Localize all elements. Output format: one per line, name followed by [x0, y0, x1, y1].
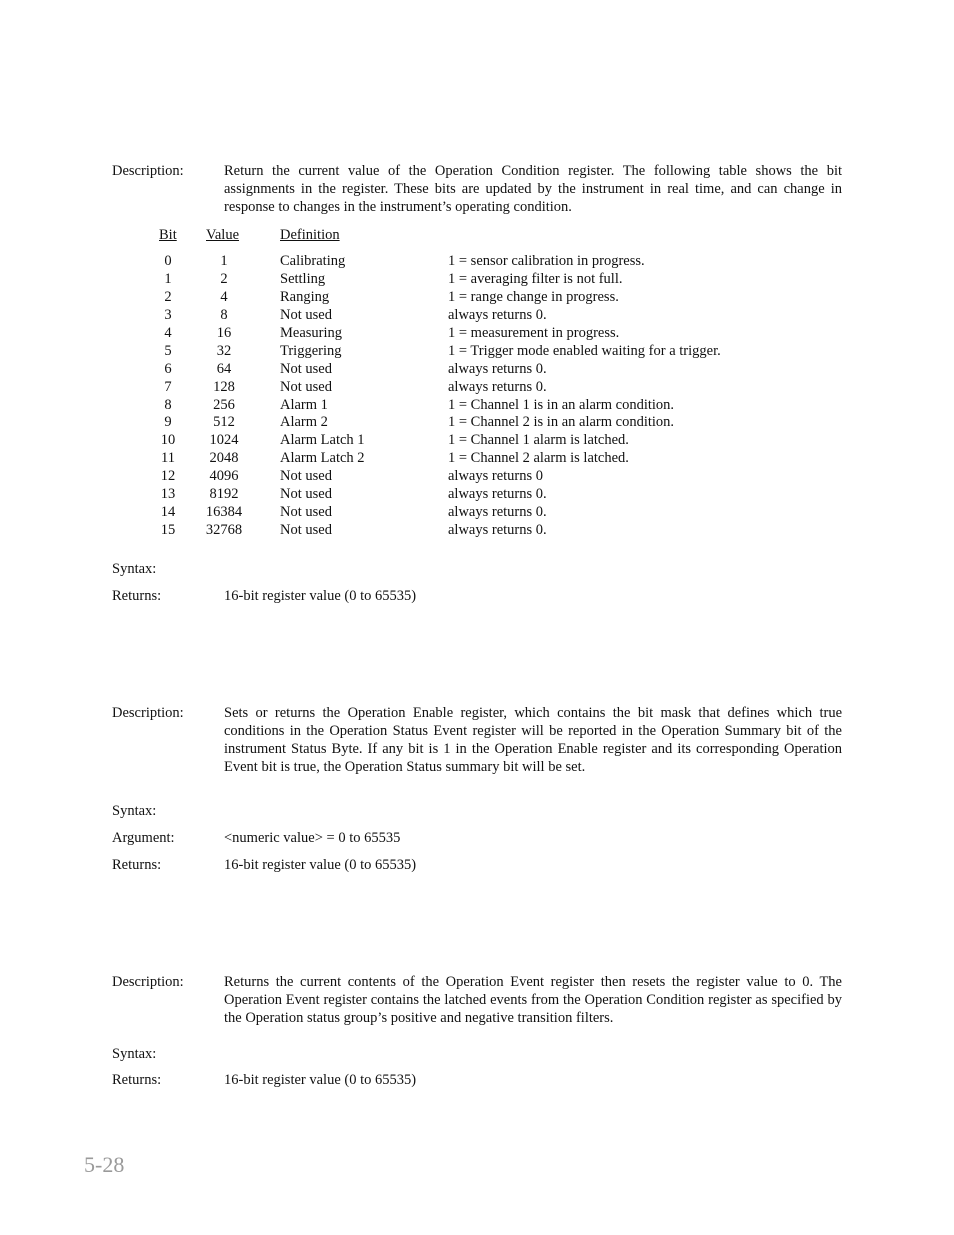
description-label: Description: [112, 163, 184, 179]
argument-text: <numeric value> = 0 to 65535 [224, 830, 401, 846]
table-row [145, 271, 765, 289]
table-row [145, 253, 765, 271]
definition-cell: Alarm 2 [280, 414, 328, 431]
definition-cell: Not used [280, 504, 332, 521]
bit-cell: 14 [160, 504, 176, 521]
header-value: Value [206, 227, 240, 243]
table-header [145, 226, 765, 244]
definition-cell: Alarm 1 [280, 396, 328, 413]
description-text: Return the current value of the Operation Condition register. The following table shows the bit assignments in the register. These bits are updated by the instrument in real time, and can change in response to changes in the instrument’s operating condition. [224, 163, 842, 215]
value-cell: 32 [216, 342, 232, 359]
bit-cell: 5 [164, 342, 172, 359]
table-row [145, 450, 765, 468]
bit-cell: 6 [164, 360, 172, 377]
description-cell: always returns 0 [448, 468, 544, 485]
description-cell: 1 = averaging filter is not full. [448, 270, 623, 287]
value-cell: 16 [216, 324, 232, 341]
syntax-label: Syntax: [112, 561, 157, 577]
bit-cell: 13 [160, 486, 176, 503]
definition-cell: Alarm Latch 1 [280, 432, 365, 449]
table-row [145, 432, 765, 450]
definition-cell: Not used [280, 468, 332, 485]
description-cell: always returns 0. [448, 306, 547, 323]
value-cell: 1 [220, 253, 228, 269]
returns-text: 16-bit register value (0 to 65535) [224, 588, 417, 604]
table-row [145, 468, 765, 486]
definition-cell: Measuring [280, 324, 343, 341]
bit-cell: 9 [164, 414, 172, 431]
bit-cell: 11 [161, 450, 175, 467]
description-cell: 1 = sensor calibration in progress. [448, 253, 645, 269]
table-row [145, 325, 765, 343]
returns-label: Returns: [112, 1072, 162, 1088]
bit-cell: 10 [160, 432, 176, 449]
definition-cell: Triggering [280, 342, 342, 359]
description-cell: always returns 0. [448, 360, 547, 377]
description-cell: 1 = Trigger mode enabled waiting for a trigger. [448, 342, 721, 359]
header-bit: Bit [159, 227, 177, 243]
page-number: 5-28 [84, 1152, 125, 1177]
definition-cell: Ranging [280, 288, 330, 305]
value-cell: 16384 [205, 504, 243, 521]
value-cell: 512 [213, 414, 235, 431]
definition-cell: Calibrating [280, 253, 346, 269]
value-cell: 1024 [209, 432, 239, 449]
returns-text: 16-bit register value (0 to 65535) [224, 857, 417, 873]
bit-cell: 12 [160, 468, 176, 485]
definition-cell: Not used [280, 378, 332, 395]
bit-cell: 15 [160, 522, 176, 539]
value-cell: 2 [220, 270, 228, 287]
table-row [145, 289, 765, 307]
description-cell: 1 = Channel 1 alarm is latched. [448, 432, 629, 449]
returns-text: 16-bit register value (0 to 65535) [224, 1072, 417, 1088]
definition-cell: Alarm Latch 2 [280, 450, 365, 467]
definition-cell: Not used [280, 306, 332, 323]
description-text: Returns the current contents of the Operation Event register then resets the register value to 0. The Operation Event register contains the latched events from the Operation Condition register as specified by the Operation status group’s positive and negative transition filters. [224, 974, 842, 1026]
table-row [145, 379, 765, 397]
value-cell: 8 [220, 306, 228, 323]
value-cell: 4096 [209, 468, 239, 485]
bit-cell: 7 [164, 378, 172, 395]
table-body [145, 253, 765, 540]
definition-cell: Not used [280, 486, 332, 503]
value-cell: 8192 [209, 486, 239, 503]
description-label: Description: [112, 705, 184, 721]
description-cell: always returns 0. [448, 486, 547, 503]
description-cell: 1 = measurement in progress. [448, 324, 620, 341]
table-row [145, 307, 765, 325]
description-text: Sets or returns the Operation Enable register, which contains the bit mask that defines which true conditions in the Operation Status Event register will be reported in the Operation Summary bit of the instrument Status Byte. If any bit is 1 in the Operation Enable register and its corresponding Operation Event bit is true, the Operation Status summary bit will be set. [224, 705, 842, 775]
value-cell: 256 [213, 396, 235, 413]
table-row [145, 486, 765, 504]
value-cell: 64 [216, 360, 232, 377]
argument-label: Argument: [112, 830, 175, 846]
description-cell: always returns 0. [448, 378, 547, 395]
bit-cell: 8 [164, 396, 172, 413]
bit-cell: 2 [164, 288, 172, 305]
value-cell: 128 [213, 378, 235, 395]
returns-label: Returns: [112, 857, 162, 873]
definition-cell: Not used [280, 522, 332, 539]
table-row [145, 522, 765, 540]
value-cell: 2048 [209, 450, 239, 467]
header-definition: Definition [280, 227, 340, 243]
description-cell: always returns 0. [448, 504, 547, 521]
value-cell: 4 [220, 288, 228, 305]
bit-cell: 4 [164, 324, 172, 341]
definition-cell: Not used [280, 360, 332, 377]
bit-cell: 0 [164, 253, 172, 269]
description-cell: 1 = Channel 2 is in an alarm condition. [448, 414, 675, 431]
returns-label: Returns: [112, 588, 162, 604]
bit-cell: 1 [164, 270, 172, 287]
syntax-label: Syntax: [112, 1046, 157, 1062]
definition-cell: Settling [280, 270, 326, 287]
table-row [145, 504, 765, 522]
description-cell: 1 = Channel 2 alarm is latched. [448, 450, 629, 467]
table-row [145, 343, 765, 361]
description-cell: always returns 0. [448, 522, 547, 539]
bit-cell: 3 [164, 306, 172, 323]
value-cell: 32768 [205, 522, 243, 539]
description-cell: 1 = Channel 1 is in an alarm condition. [448, 396, 675, 413]
description-label: Description: [112, 974, 184, 990]
table-row [145, 414, 765, 432]
table-row [145, 361, 765, 379]
table-row [145, 397, 765, 415]
syntax-label: Syntax: [112, 803, 157, 819]
description-cell: 1 = range change in progress. [448, 288, 619, 305]
